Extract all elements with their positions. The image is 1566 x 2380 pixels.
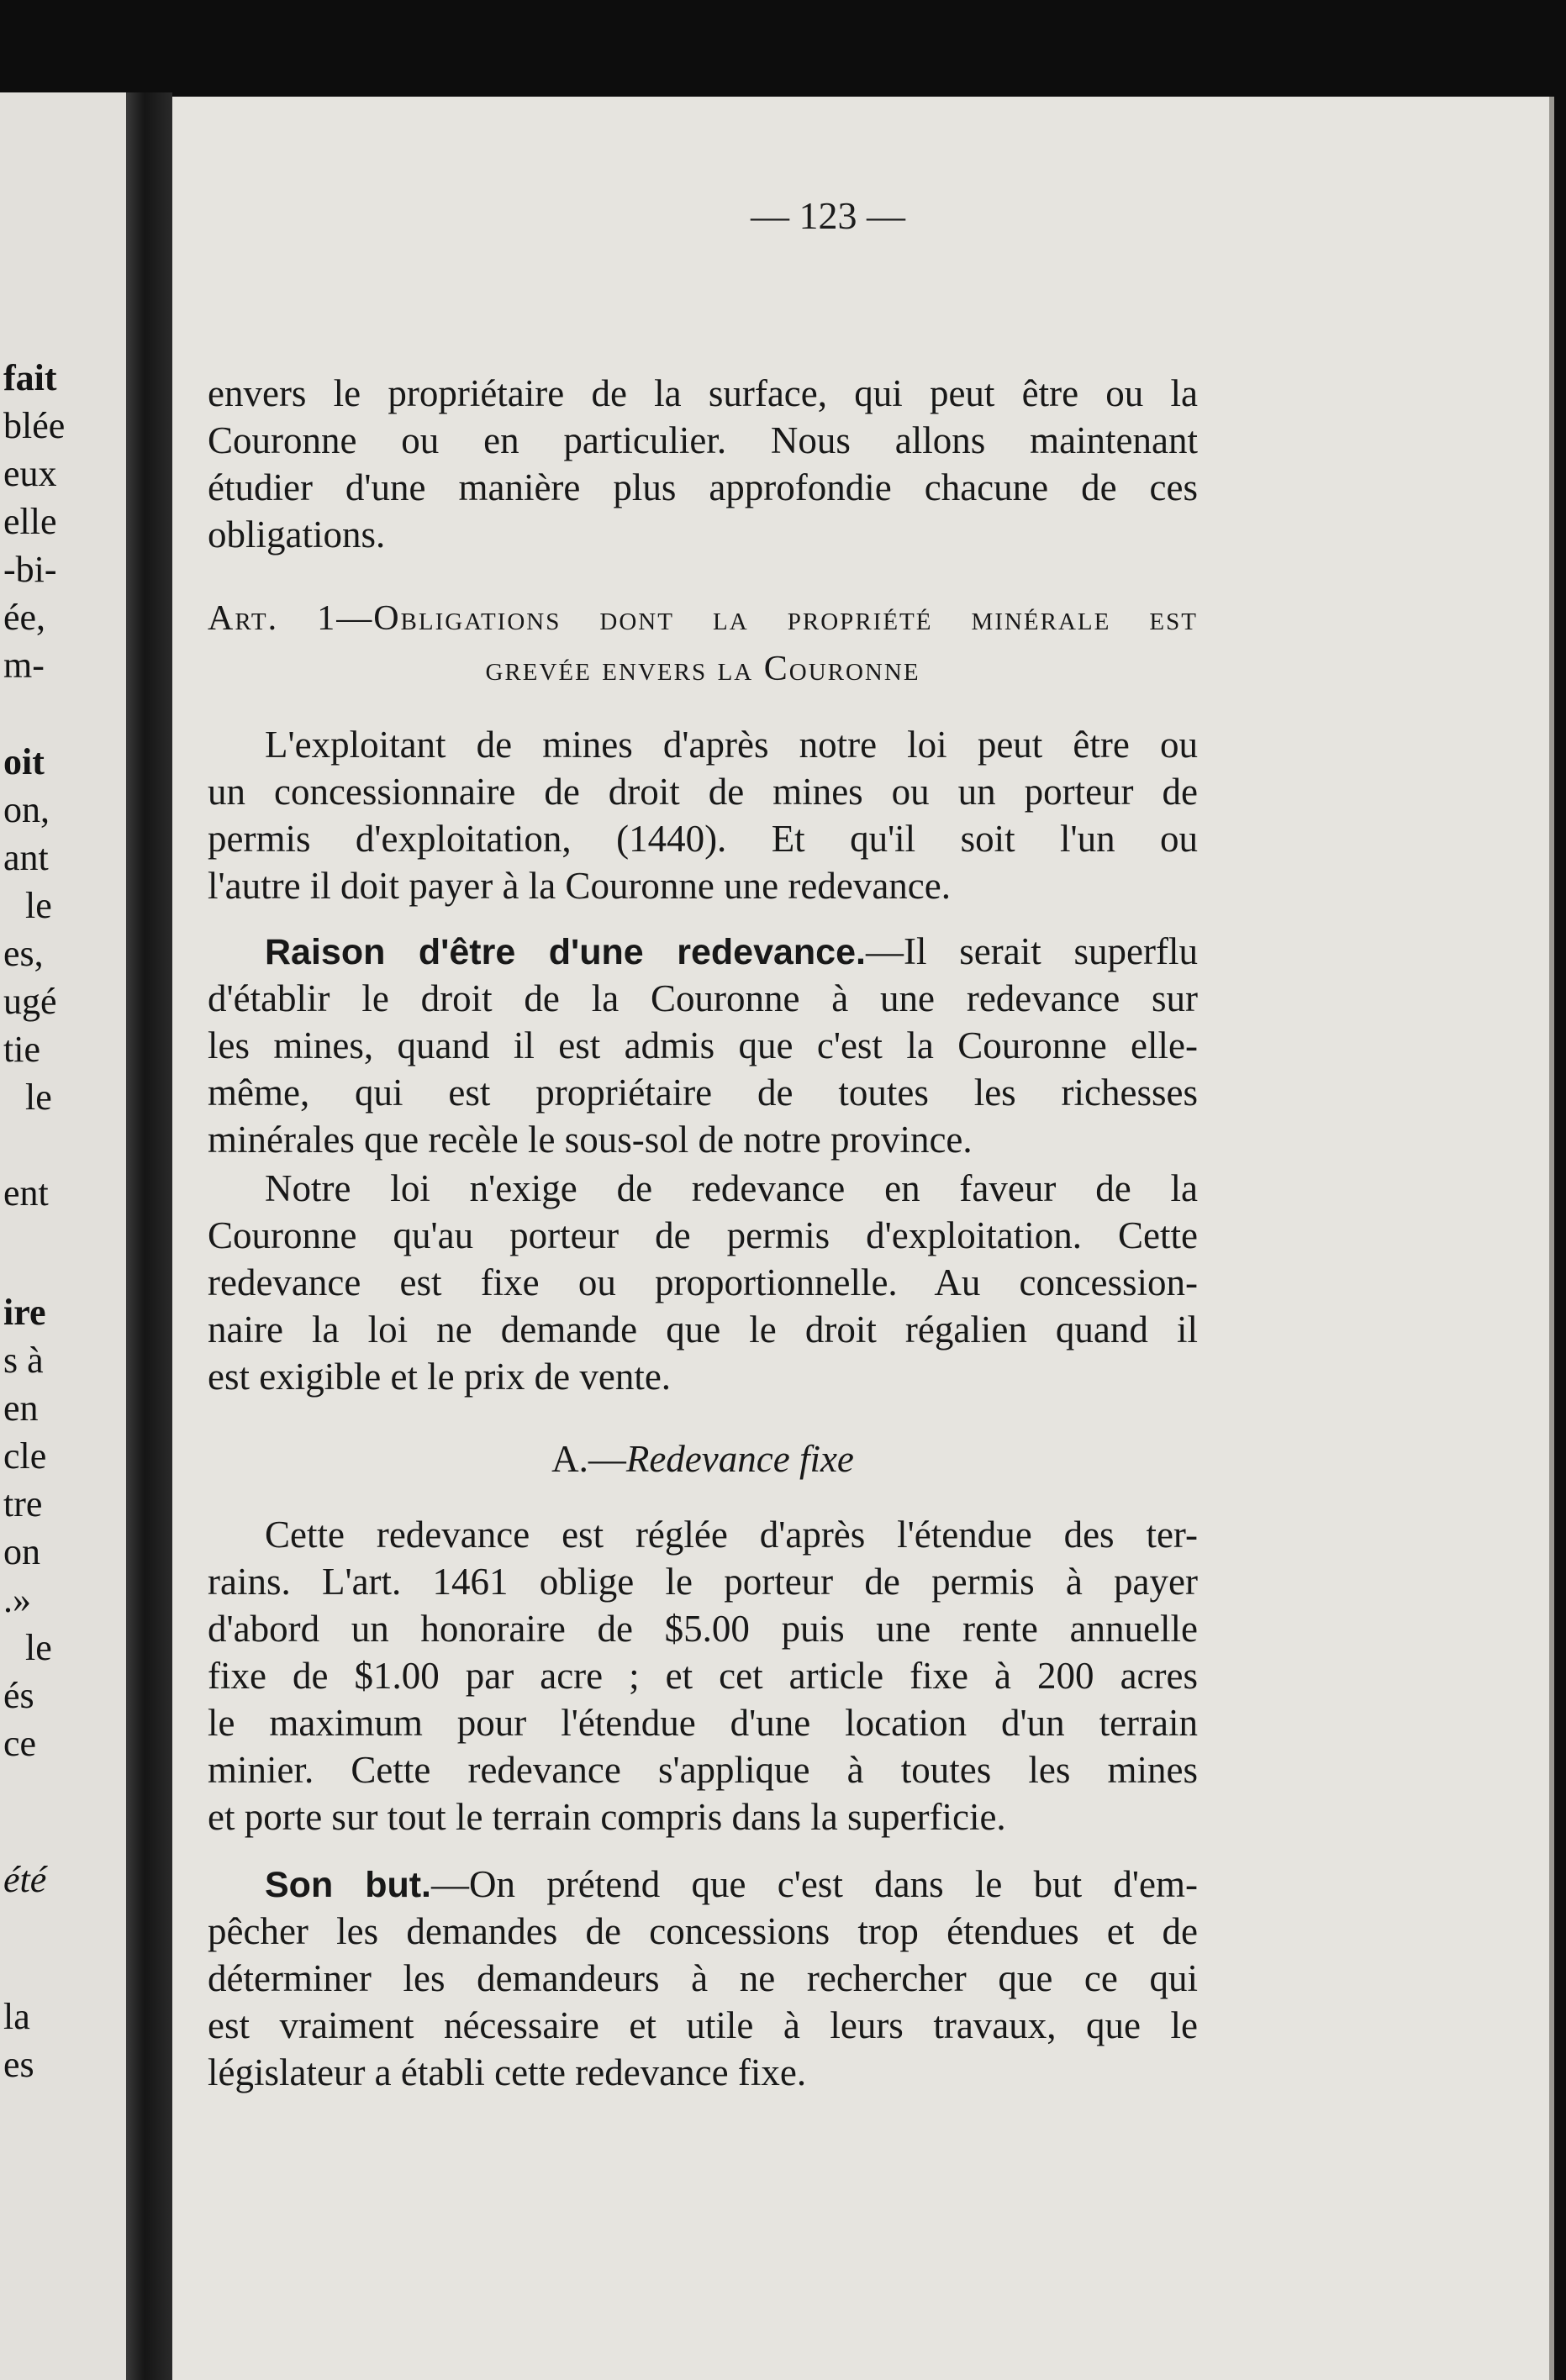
left-fragment: été: [3, 1859, 47, 1900]
left-fragment: elle: [3, 501, 57, 542]
left-fragment: tre: [3, 1483, 43, 1524]
text-line: obligations.: [208, 513, 386, 556]
left-fragment: ant: [3, 837, 49, 878]
paragraph-heading: Son but.: [265, 1865, 431, 1905]
text-line: un concessionnaire de droit de mines ou un porteur de: [208, 771, 1198, 813]
text-line: Notre loi n'exige de redevance en faveur de la: [265, 1167, 1198, 1209]
left-fragment: eux: [3, 453, 57, 494]
article-heading-line-1: Art. 1—Obligations dont la propriété minérale est: [208, 599, 1198, 638]
text-line: législateur a établi cette redevance fixe.: [208, 2051, 807, 2093]
text-line: permis d'exploitation, (1440). Et qu'il soit l'un ou: [208, 818, 1198, 860]
left-fragment: le: [25, 885, 52, 926]
left-fragment: és: [3, 1675, 34, 1716]
section-prefix: A.—: [551, 1438, 626, 1480]
section-title: Redevance fixe: [625, 1438, 854, 1480]
text-line: d'établir le droit de la Couronne à une redevance sur: [208, 977, 1198, 1019]
left-fragment: tie: [3, 1029, 40, 1070]
left-fragment: oit: [3, 741, 45, 782]
text-line: [265, 1861, 1198, 1908]
text-line: [265, 928, 1198, 975]
text-line: pêcher les demandes de concessions trop étendues et de: [208, 1910, 1198, 1952]
left-fragment: ce: [3, 1723, 37, 1764]
text-line: Couronne ou en particulier. Nous allons maintenant: [208, 419, 1198, 461]
text-line: même, qui est propriétaire de toutes les richesses: [208, 1072, 1198, 1114]
text-line: redevance est fixe ou proportionnelle. Au concession-: [208, 1261, 1198, 1303]
text-line: le maximum pour l'étendue d'une location d'un terrain: [208, 1702, 1198, 1744]
book-gutter: [126, 92, 172, 2380]
text-line: L'exploitant de mines d'après notre loi peut être ou: [265, 724, 1198, 766]
left-fragment: blée: [3, 405, 66, 446]
left-fragment: ire: [3, 1292, 46, 1333]
left-fragment: .»: [3, 1579, 31, 1620]
text-line: les mines, quand il est admis que c'est la Couronne elle-: [208, 1024, 1198, 1066]
text-line: envers le propriétaire de la surface, qui peut être ou la: [208, 372, 1198, 414]
text-line: Cette redevance est réglée d'après l'étendue des ter-: [265, 1514, 1198, 1556]
left-fragment: la: [3, 1996, 30, 2037]
left-fragment: -bi-: [3, 549, 57, 590]
text-run: —Il serait superflu: [865, 930, 1198, 972]
text-line: et porte sur tout le terrain compris dans la superficie.: [208, 1796, 1006, 1838]
left-fragment: le: [25, 1627, 52, 1668]
left-fragment: es,: [3, 933, 44, 974]
text-line: rains. L'art. 1461 oblige le porteur de permis à payer: [208, 1561, 1198, 1603]
paragraph-heading: Raison d'être d'une redevance.: [265, 932, 866, 972]
text-line: l'autre il doit payer à la Couronne une redevance.: [208, 865, 951, 907]
text-line: étudier d'une manière plus approfondie chacune de ces: [208, 466, 1198, 508]
section-heading: [208, 1435, 1198, 1482]
left-fragment: ée,: [3, 597, 46, 638]
left-fragment: ugé: [3, 981, 57, 1022]
left-fragment: m-: [3, 645, 45, 686]
text-line: minier. Cette redevance s'applique à toutes les mines: [208, 1749, 1198, 1791]
text-line: Couronne qu'au porteur de permis d'exploitation. Cette: [208, 1214, 1198, 1256]
text-line: est vraiment nécessaire et utile à leurs travaux, que le: [208, 2004, 1198, 2046]
page-number: — 123 —: [751, 194, 905, 237]
left-fragment: s à: [3, 1340, 44, 1381]
text-line: est exigible et le prix de vente.: [208, 1356, 672, 1398]
left-fragment: le: [25, 1077, 52, 1118]
text-line: minérales que recèle le sous-sol de notre province.: [208, 1119, 973, 1161]
left-fragment: ent: [3, 1172, 49, 1214]
left-fragment: fait: [3, 357, 57, 398]
left-fragment: cle: [3, 1435, 47, 1477]
article-heading-line-2: grevée envers la Couronne: [485, 650, 920, 688]
text-line: d'abord un honoraire de $5.00 puis une rente annuelle: [208, 1608, 1198, 1650]
text-line: naire la loi ne demande que le droit régalien quand il: [208, 1308, 1198, 1351]
left-fragment: en: [3, 1387, 39, 1429]
left-fragment: es: [3, 2044, 34, 2085]
text-line: déterminer les demandeurs à ne rechercher que ce qui: [208, 1957, 1198, 1999]
text-run: —On prétend que c'est dans le but d'em-: [431, 1863, 1198, 1905]
left-fragment: on: [3, 1531, 40, 1572]
left-fragment: on,: [3, 789, 50, 830]
previous-page-margin: [0, 92, 126, 2380]
text-line: fixe de $1.00 par acre ; et cet article fixe à 200 acres: [208, 1655, 1198, 1697]
